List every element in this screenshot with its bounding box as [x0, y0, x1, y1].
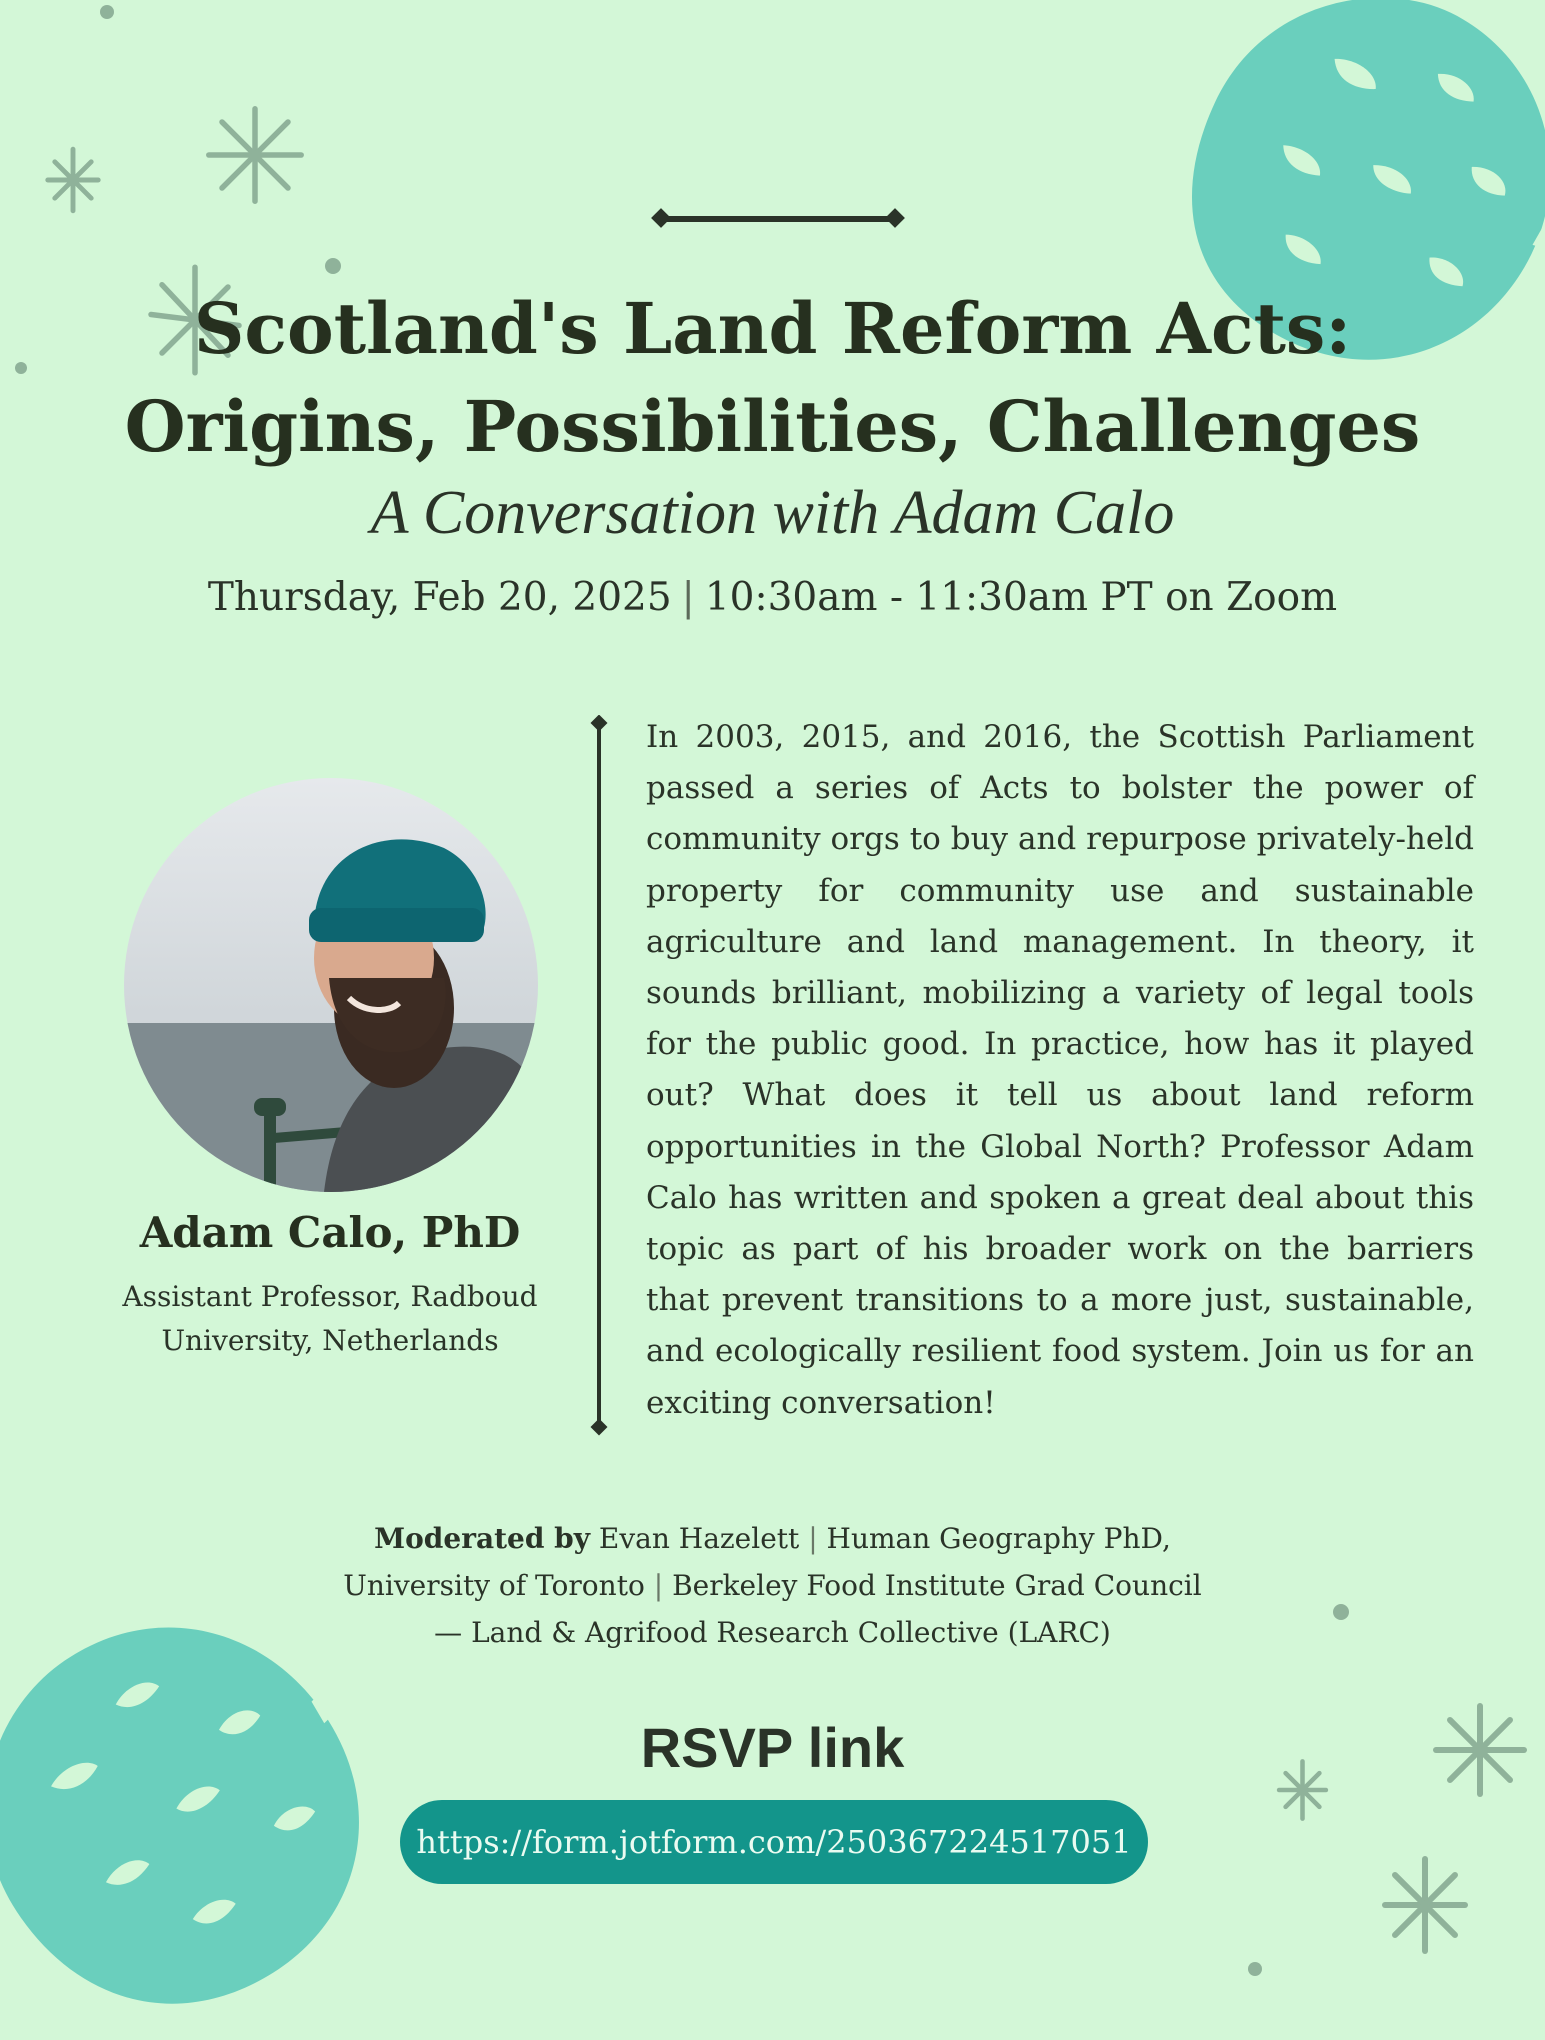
event-title — [0, 280, 1545, 476]
moderator-info — [0, 1515, 1545, 1656]
event-date: Thursday, Feb 20, 2025 — [207, 575, 672, 620]
event-title-line1: Scotland's Land Reform Acts: — [193, 287, 1352, 370]
event-description: In 2003, 2015, and 2016, the Scottish Parliament passed a series of Acts to bolster the power of community orgs to buy and repurpose privately-held property for community use and sustainable agriculture and land management. In theory, it sounds brilliant, mobilizing a variety of legal tools for the public good. In practice, how has it played out? What does it tell us about land reform opportunities in the Global North? Professor Adam Calo has written and spoken a great deal about this topic as part of his broader work on the barriers that prevent transitions to a more just, sustainable, and ecologically resilient food system. Join us for an exciting conversation! — [646, 719, 1474, 1421]
sparkle-icon — [1375, 1850, 1475, 1960]
moderator-detail3: Berkeley Food Institute Grad Council — [672, 1569, 1202, 1602]
sparkle-icon — [38, 140, 108, 220]
rsvp-link-button[interactable]: https://form.jotform.com/250367224517051 — [400, 1800, 1148, 1884]
speaker-photo — [124, 778, 538, 1192]
speaker-photo-illustration — [124, 778, 538, 1192]
speaker-role-line2: University, Netherlands — [161, 1324, 499, 1357]
speaker-name: Adam Calo, PhD — [139, 1208, 521, 1257]
datetime-separator: | — [681, 575, 695, 620]
moderator-line3: — Land & Agrifood Research Collective (LARC) — [434, 1616, 1111, 1649]
event-title-line2: Origins, Possibilities, Challenges — [124, 385, 1421, 468]
event-time-place: 10:30am - 11:30am PT on Zoom — [704, 575, 1338, 620]
moderator-separator: | — [808, 1522, 818, 1555]
event-subtitle: A Conversation with Adam Calo — [370, 479, 1175, 547]
rsvp-heading: RSVP link — [640, 1716, 905, 1779]
divider-ornament — [650, 205, 906, 233]
moderator-line2 — [0, 1562, 1545, 1609]
moderator-detail1: Human Geography PhD, — [826, 1522, 1171, 1555]
speaker-role — [90, 1275, 570, 1363]
moderator-name: Evan Hazelett — [598, 1522, 800, 1555]
dot-decoration — [325, 258, 341, 274]
moderator-line1 — [0, 1515, 1545, 1562]
dot-decoration — [1248, 1962, 1262, 1976]
speaker-role-line1: Assistant Professor, Radboud — [122, 1280, 538, 1313]
sparkle-icon — [200, 100, 310, 210]
moderator-separator: | — [653, 1569, 664, 1602]
moderator-detail2: University of Toronto — [343, 1569, 645, 1602]
event-datetime — [0, 575, 1545, 620]
monstera-leaf-bottom-decoration — [0, 1600, 380, 2040]
dot-decoration — [100, 5, 114, 19]
vertical-divider — [588, 715, 610, 1437]
moderator-label: Moderated by — [374, 1522, 591, 1555]
